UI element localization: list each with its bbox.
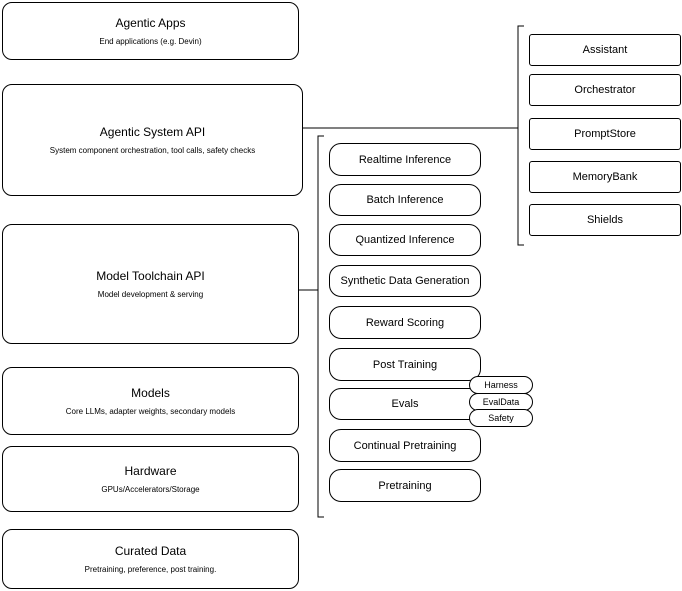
stack-layer-title: Curated Data <box>114 543 187 558</box>
toolchain-component-batch-inference[interactable] <box>329 184 481 216</box>
toolchain-component-realtime-inference[interactable] <box>329 143 481 176</box>
toolchain-component-post-training[interactable] <box>329 348 481 381</box>
node-label: Batch Inference <box>366 194 444 206</box>
stack-layer-title: Hardware <box>124 463 177 478</box>
agentic-component-promptstore[interactable] <box>529 118 681 150</box>
node-label: MemoryBank <box>572 171 638 183</box>
node-label: Orchestrator <box>574 84 636 96</box>
agentic-component-shields[interactable] <box>529 204 681 236</box>
stack-layer-title: Agentic Apps <box>115 15 186 30</box>
stack-layer-subtitle: Pretraining, preference, post training. <box>84 564 217 574</box>
stack-layer-subtitle: Core LLMs, adapter weights, secondary models <box>65 406 236 416</box>
node-label: Reward Scoring <box>365 316 445 329</box>
stack-layer-subtitle: System component orchestration, tool calls, safety checks <box>49 145 256 155</box>
toolchain-component-continual-pretraining[interactable] <box>329 429 481 462</box>
agentic-components-bracket <box>518 26 524 245</box>
node-label: Synthetic Data Generation <box>340 275 470 287</box>
eval-pill-safety[interactable] <box>469 409 533 427</box>
eval-pill-harness[interactable] <box>469 376 533 394</box>
node-label: Safety <box>488 413 514 423</box>
node-label: Post Training <box>372 358 438 371</box>
node-label: Quantized Inference <box>355 234 455 246</box>
toolchain-component-quantized-inference[interactable] <box>329 224 481 256</box>
node-label: Realtime Inference <box>358 153 452 166</box>
agentic-component-memorybank[interactable] <box>529 161 681 193</box>
toolchain-component-synthetic-data-generation[interactable] <box>329 265 481 297</box>
stack-layer-agentic-apps[interactable] <box>2 2 299 60</box>
stack-layer-curated-data[interactable] <box>2 529 299 589</box>
node-label: EvalData <box>482 397 520 407</box>
toolchain-component-evals[interactable] <box>329 388 481 420</box>
toolchain-components-bracket <box>318 136 324 517</box>
node-label: Assistant <box>582 44 628 56</box>
node-label: Continual Pretraining <box>353 439 457 452</box>
node-label: Evals <box>391 398 419 410</box>
stack-layer-title: Agentic System API <box>99 124 206 139</box>
agentic-component-assistant[interactable] <box>529 34 681 66</box>
toolchain-component-reward-scoring[interactable] <box>329 306 481 339</box>
agentic-component-orchestrator[interactable] <box>529 74 681 106</box>
stack-layer-models[interactable] <box>2 367 299 435</box>
stack-layer-model-toolchain-api[interactable] <box>2 224 299 344</box>
toolchain-component-pretraining[interactable] <box>329 469 481 502</box>
node-label: PromptStore <box>574 128 636 140</box>
stack-layer-subtitle: Model development & serving <box>97 289 204 299</box>
node-label: Pretraining <box>378 479 432 492</box>
stack-layer-agentic-system-api[interactable] <box>2 84 303 196</box>
stack-layer-subtitle: End applications (e.g. Devin) <box>99 36 202 46</box>
stack-layer-title: Models <box>131 385 170 400</box>
stack-layer-hardware[interactable] <box>2 446 299 512</box>
stack-layer-title: Model Toolchain API <box>96 268 205 283</box>
node-label: Shields <box>586 214 624 226</box>
node-label: Harness <box>484 380 518 390</box>
stack-layer-subtitle: GPUs/Accelerators/Storage <box>101 484 200 494</box>
